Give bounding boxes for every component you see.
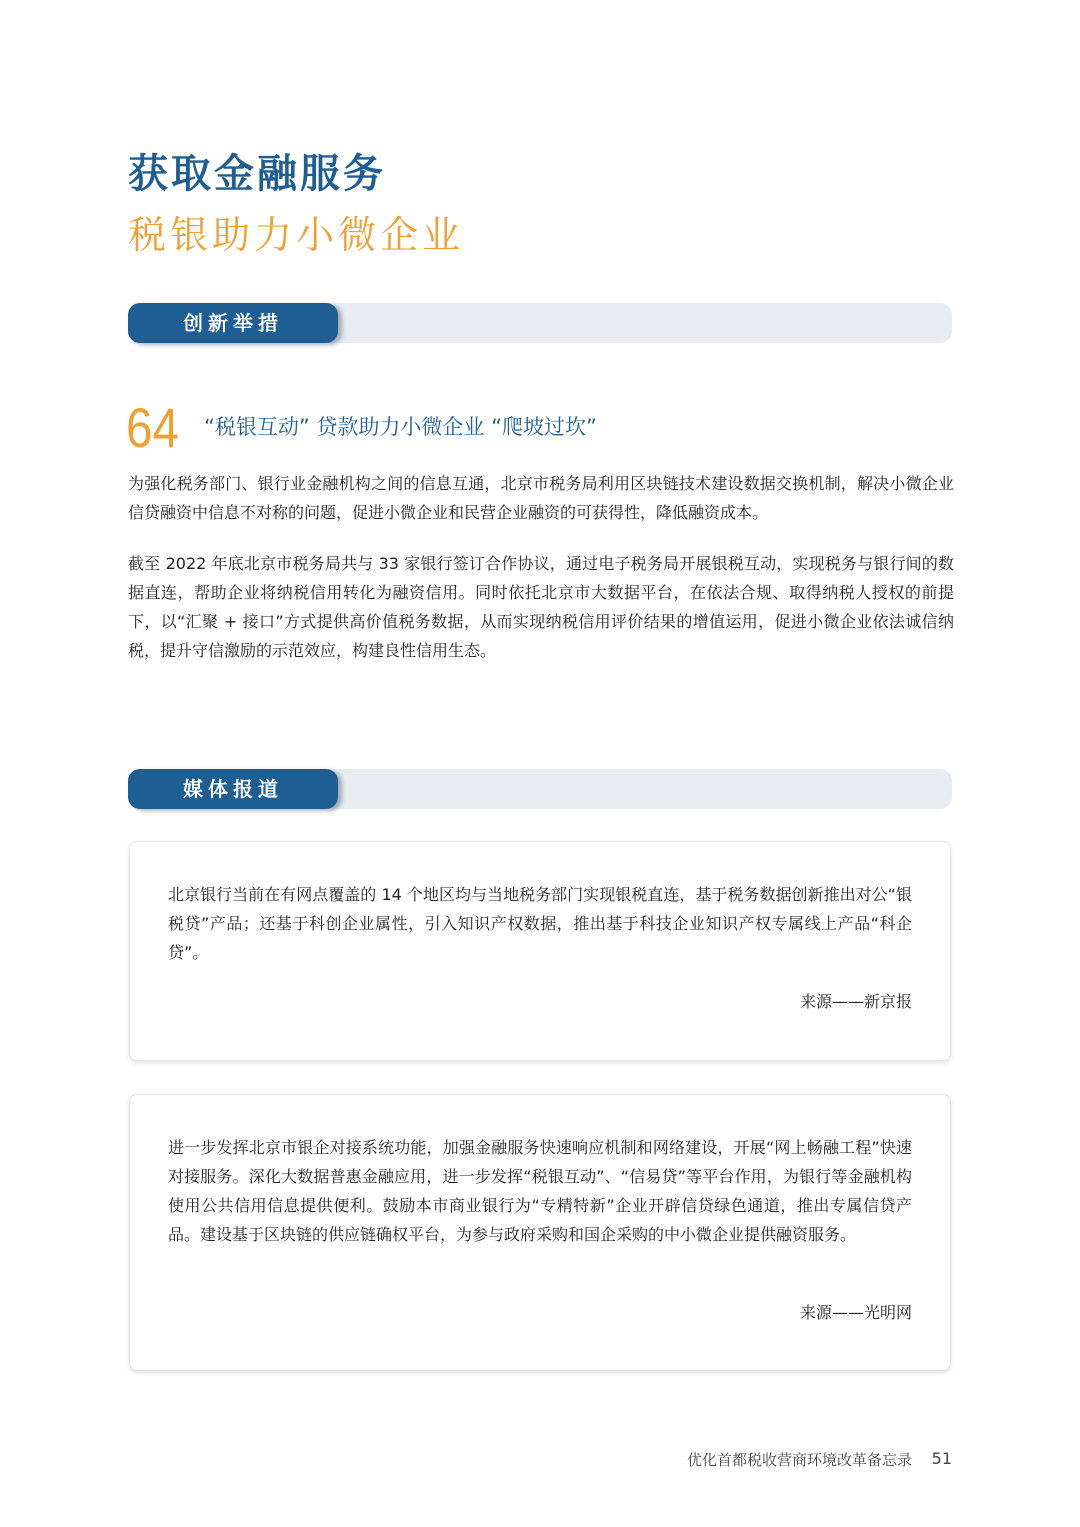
section-bar-media [128, 769, 952, 809]
quote-box [129, 1094, 951, 1371]
quote-box [129, 841, 951, 1061]
quote-text: 北京银行当前在有网点覆盖的 14 个地区均与当地税务部门实现银税直连，基于税务数据创新推出对公“银税贷”产品；还基于科创企业属性，引入知识产权数据，推出基于科技企业知识产权专属线上产品“科企贷”。 [168, 885, 912, 962]
item-number: 64 [126, 396, 179, 459]
section-label-innovation: 创新举措 [128, 303, 338, 343]
paragraph: 为强化税务部门、银行业金融机构之间的信息互通，北京市税务局利用区块链技术建设数据交换机制，解决小微企业信贷融资中信息不对称的问题，促进小微企业和民营企业融资的可获得性，降低融资成本。 [128, 474, 954, 522]
page-subtitle: 税银助力小微企业 [128, 213, 465, 257]
paragraph: 截至 2022 年底北京市税务局共与 33 家银行签订合作协议，通过电子税务局开展银税互动，实现税务与银行间的数据直连，帮助企业将纳税信用转化为融资信用。同时依托北京市大数据平台，在依法合规、取得纳税人授权的前提下，以“汇聚 + 接口”方式提供高价值税务数据，从而实现纳税信用评价结果的增值运用，促进小微企业依法诚信纳税，提升守信激励的示范效应，构建良性信用生态。 [128, 554, 954, 660]
item-title: “税银互动” 贷款助力小微企业 “爬坡过坎” [204, 415, 597, 439]
section-bar-innovation [128, 303, 952, 343]
quote-source: 来源——光明网 [799, 1303, 912, 1322]
footer-book-title: 优化首都税收营商环境改革备忘录 [686, 1451, 912, 1469]
quote-text: 进一步发挥北京市银企对接系统功能，加强金融服务快速响应机制和网络建设，开展“网上畅融工程”快速对接服务。深化大数据普惠金融应用，进一步发挥“税银互动”、“信易贷”等平台作用，为银行等金融机构使用公共信用信息提供便利。鼓励本市商业银行为“专精特新”企业开辟信贷绿色通道，推出专属信贷产品。建设基于区块链的供应链确权平台，为参与政府采购和国企采购的中小微企业提供融资服务。 [168, 1138, 912, 1244]
quote-source: 来源——新京报 [799, 992, 912, 1011]
page-title: 获取金融服务 [128, 151, 386, 197]
section-label-media: 媒体报道 [128, 769, 338, 809]
page-number: 51 [931, 1449, 952, 1468]
